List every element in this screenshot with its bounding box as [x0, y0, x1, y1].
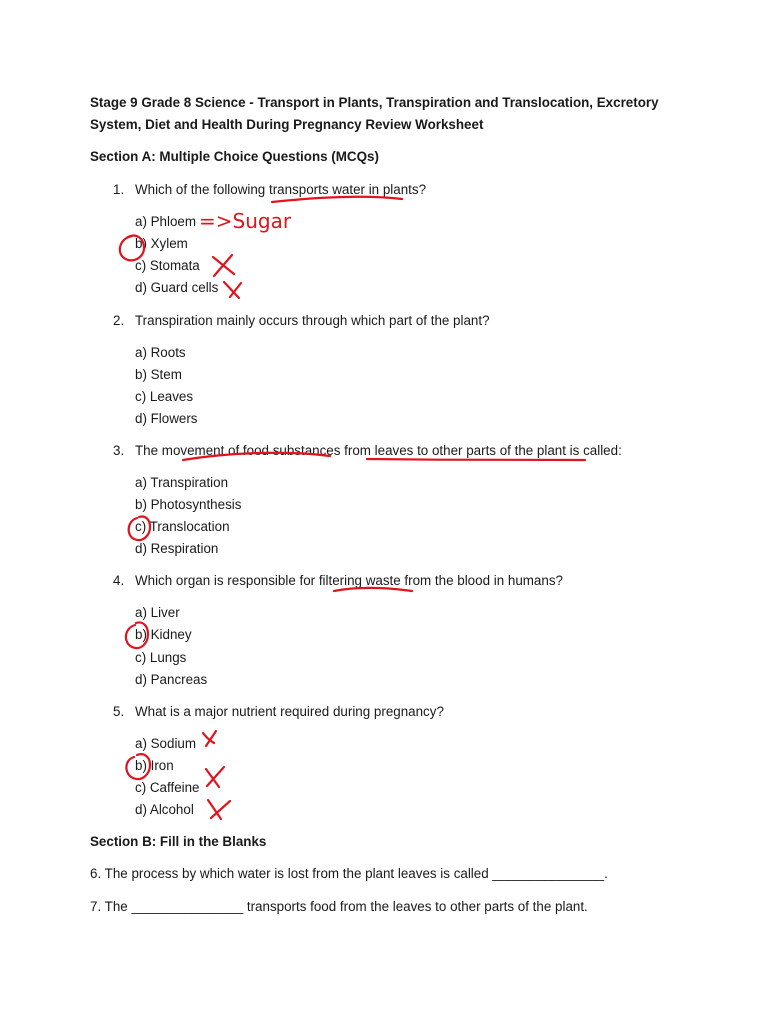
option-4a: a) Liver — [135, 605, 180, 620]
option-2d: d) Flowers — [135, 411, 198, 426]
cross-mark — [208, 800, 230, 819]
option-4b: b) Kidney — [135, 627, 192, 642]
question-number: 1. — [113, 182, 125, 197]
option-3d: d) Respiration — [135, 541, 219, 556]
question-text: Which organ is responsible for filtering waste from the blood in humans? — [135, 573, 563, 588]
option-1d: d) Guard cells — [135, 280, 219, 295]
option-1a: a) Phloem — [135, 214, 197, 229]
question-2 — [113, 311, 490, 331]
option-5c: c) Caffeine — [135, 780, 200, 795]
option-3c: c) Translocation — [135, 519, 230, 534]
question-5 — [113, 702, 444, 722]
option-4d: d) Pancreas — [135, 672, 208, 687]
cross-mark — [206, 767, 224, 787]
question-text: Transpiration mainly occurs through which part of the plant? — [135, 313, 490, 328]
option-4c: c) Lungs — [135, 650, 187, 665]
option-2a: a) Roots — [135, 345, 186, 360]
option-1b: b) Xylem — [135, 236, 188, 251]
fill-blank-6: 6. The process by which water is lost from the plant leaves is called _______________. — [90, 866, 608, 881]
option-5d: d) Alcohol — [135, 802, 194, 817]
option-3a: a) Transpiration — [135, 475, 229, 490]
section-b-heading: Section B: Fill in the Blanks — [90, 834, 267, 849]
fill-blank-7: 7. The _______________ transports food from the leaves to other parts of the plant. — [90, 899, 588, 914]
cross-mark — [203, 731, 216, 746]
cross-mark — [224, 282, 241, 298]
question-4 — [113, 571, 563, 591]
question-text: Which of the following transports water in plants? — [135, 182, 427, 197]
option-3b: b) Photosynthesis — [135, 497, 242, 512]
question-text: What is a major nutrient required during pregnancy? — [135, 704, 444, 719]
question-number: 3. — [113, 443, 125, 458]
question-number: 4. — [113, 573, 125, 588]
handwritten-note: =>Sugar — [199, 209, 292, 233]
option-1c: c) Stomata — [135, 258, 200, 273]
question-number: 2. — [113, 313, 125, 328]
option-2b: b) Stem — [135, 367, 182, 382]
question-1 — [113, 180, 426, 200]
question-3 — [113, 441, 622, 461]
cross-mark — [213, 255, 234, 276]
question-number: 5. — [113, 704, 125, 719]
question-text: The movement of food substances from leaves to other parts of the plant is called: — [135, 443, 622, 458]
worksheet-title: Stage 9 Grade 8 Science - Transport in Plants, Transpiration and Translocation, Excretory System, Diet and Health During Pregnancy Review Worksheet — [90, 95, 659, 132]
option-5a: a) Sodium — [135, 736, 197, 751]
section-a-heading: Section A: Multiple Choice Questions (MCQs) — [90, 149, 379, 164]
option-5b: b) Iron — [135, 758, 174, 773]
option-2c: c) Leaves — [135, 389, 194, 404]
